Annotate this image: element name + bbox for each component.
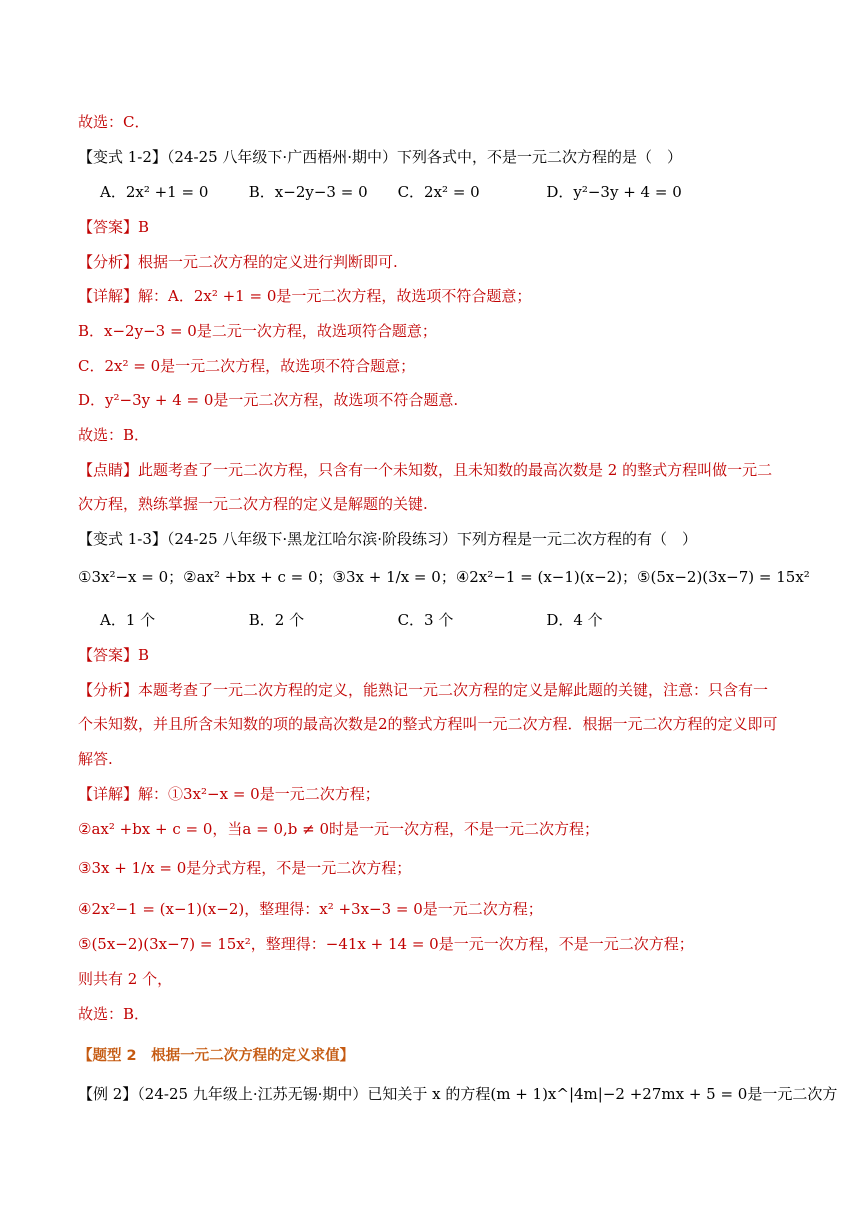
detail-line: ③3x + 1/x = 0是分式方程，不是一元二次方程； bbox=[78, 859, 412, 877]
detail-line: ⑤(5x−2)(3x−7) = 15x²，整理得：−41x + 14 = 0是一元一次方程，不是一元二次方程； bbox=[78, 935, 694, 953]
variant-1-2-title: 【变式 1-2】（24-25 八年级下·广西梧州·期中）下列各式中，不是一元二次方程的是（ ） bbox=[78, 148, 682, 166]
detail-line: ④2x²−1 = (x−1)(x−2)，整理得：x² +3x−3 = 0是一元二次方程； bbox=[78, 900, 543, 918]
answer: 【答案】B bbox=[78, 646, 150, 664]
detail-line: 【详解】解：①3x²−x = 0是一元二次方程； bbox=[78, 785, 380, 803]
option-d: D．y²−3y + 4 = 0 bbox=[546, 183, 682, 201]
option-a: A．1 个 bbox=[100, 611, 156, 629]
variant-1-3-options bbox=[100, 610, 808, 630]
variant-1-3-equations: ①3x²−x = 0；②ax² +bx + c = 0；③3x + 1/x = 0；④2x²−1 = (x−1)(x−2)；⑤(5x−2)(3x−7) = 15x² bbox=[78, 568, 810, 586]
selection: 故选：B． bbox=[78, 426, 150, 444]
analysis-line: 【分析】本题考查了一元二次方程的定义，能熟记一元二次方程的定义是解此题的关键，注意：只含有一 bbox=[78, 681, 769, 699]
tip-line: 次方程，熟练掌握一元二次方程的定义是解题的关键. bbox=[78, 495, 428, 513]
answer: 【答案】B bbox=[78, 218, 150, 236]
section-heading: 【题型 2 根据一元二次方程的定义求值】 bbox=[78, 1048, 355, 1064]
option-c: C．3 个 bbox=[397, 611, 454, 629]
option-b: B．2 个 bbox=[248, 611, 305, 629]
example-2-title: 【例 2】（24-25 九年级上·江苏无锡·期中）已知关于 x 的方程(m + 1)x^|4m|−2 +27mx + 5 = 0是一元二次方 bbox=[78, 1085, 838, 1103]
analysis-line: 解答. bbox=[78, 750, 113, 768]
answer-select-c: 故选：C． bbox=[78, 113, 150, 131]
variant-1-2-options bbox=[100, 182, 808, 202]
selection: 故选：B． bbox=[78, 1005, 150, 1023]
detail-line: D．y²−3y + 4 = 0是一元二次方程，故选项不符合题意. bbox=[78, 391, 459, 409]
analysis: 【分析】根据一元二次方程的定义进行判断即可. bbox=[78, 253, 398, 271]
option-c: C．2x² = 0 bbox=[397, 183, 480, 201]
tip-line: 【点睛】此题考查了一元二次方程，只含有一个未知数，且未知数的最高次数是 2 的整式方程叫做一元二 bbox=[78, 461, 773, 479]
detail-line: ②ax² +bx + c = 0，当a = 0,b ≠ 0时是一元一次方程，不是一元二次方程； bbox=[78, 820, 600, 838]
detail-line: C．2x² = 0是一元二次方程，故选项不符合题意； bbox=[78, 357, 416, 375]
option-b: B．x−2y−3 = 0 bbox=[248, 183, 368, 201]
detail-line: 【详解】解：A．2x² +1 = 0是一元二次方程，故选项不符合题意； bbox=[78, 287, 532, 305]
detail-line: 则共有 2 个， bbox=[78, 970, 173, 988]
variant-1-3-title: 【变式 1-3】（24-25 八年级下·黑龙江哈尔滨·阶段练习）下列方程是一元二次方程的有（ ） bbox=[78, 530, 697, 548]
option-a: A．2x² +1 = 0 bbox=[100, 183, 209, 201]
option-d: D．4 个 bbox=[546, 611, 603, 629]
detail-line: B．x−2y−3 = 0是二元一次方程，故选项符合题意； bbox=[78, 322, 437, 340]
analysis-line: 个未知数，并且所含未知数的项的最高次数是2的整式方程叫一元二次方程．根据一元二次方程的定义即可 bbox=[78, 715, 778, 733]
